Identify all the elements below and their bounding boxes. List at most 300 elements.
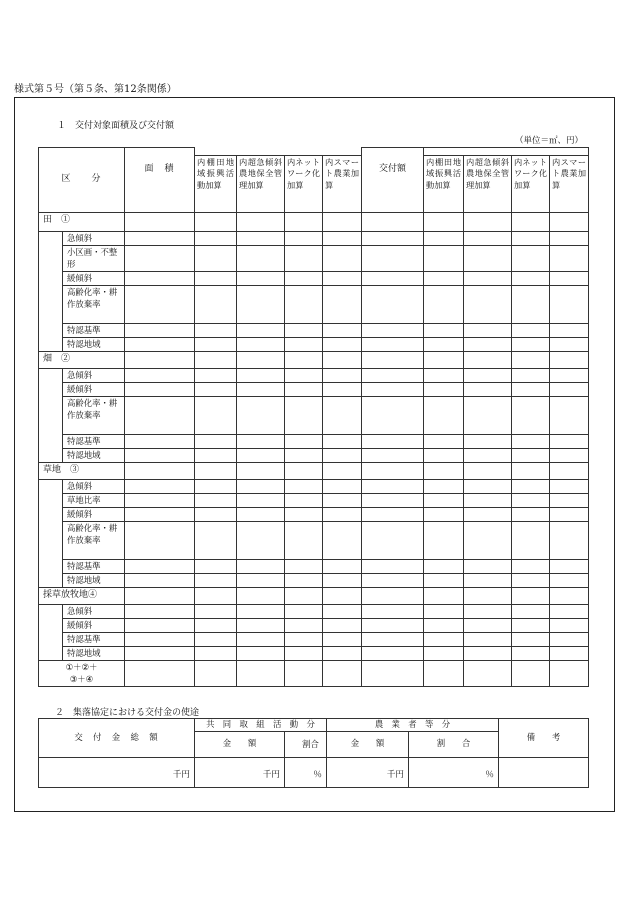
value-cell[interactable] bbox=[362, 213, 424, 232]
value-cell[interactable] bbox=[285, 397, 323, 435]
value-cell[interactable] bbox=[464, 522, 512, 560]
value-cell[interactable] bbox=[512, 588, 550, 605]
value-cell[interactable] bbox=[550, 232, 589, 246]
value-cell[interactable] bbox=[362, 647, 424, 661]
value-cell[interactable] bbox=[323, 338, 362, 352]
value-cell[interactable] bbox=[323, 508, 362, 522]
value-cell[interactable] bbox=[424, 232, 464, 246]
value-cell[interactable] bbox=[195, 324, 237, 338]
value-cell[interactable] bbox=[424, 338, 464, 352]
value-cell[interactable] bbox=[237, 588, 285, 605]
value-cell[interactable] bbox=[362, 494, 424, 508]
value-cell[interactable] bbox=[550, 661, 589, 687]
value-cell[interactable] bbox=[195, 435, 237, 449]
value-cell[interactable] bbox=[125, 369, 195, 383]
value-cell[interactable] bbox=[550, 619, 589, 633]
value-cell[interactable] bbox=[237, 647, 285, 661]
value-cell[interactable] bbox=[550, 605, 589, 619]
value-cell[interactable] bbox=[512, 383, 550, 397]
value-cell[interactable] bbox=[424, 480, 464, 494]
value-biko bbox=[499, 757, 589, 787]
value-cell[interactable] bbox=[195, 338, 237, 352]
value-cell[interactable] bbox=[512, 605, 550, 619]
value-cell[interactable] bbox=[195, 661, 237, 687]
value-cell[interactable] bbox=[237, 449, 285, 463]
value-cell[interactable] bbox=[550, 286, 589, 324]
value-cell[interactable] bbox=[464, 369, 512, 383]
value-cell[interactable] bbox=[323, 522, 362, 560]
value-cell[interactable] bbox=[237, 619, 285, 633]
value-cell[interactable] bbox=[125, 588, 195, 605]
value-cell[interactable] bbox=[464, 619, 512, 633]
value-cell[interactable] bbox=[512, 213, 550, 232]
value-cell[interactable] bbox=[285, 338, 323, 352]
value-cell[interactable] bbox=[512, 463, 550, 480]
value-cell[interactable] bbox=[464, 588, 512, 605]
value-cell[interactable] bbox=[424, 352, 464, 369]
value-cell[interactable] bbox=[323, 272, 362, 286]
value-cell[interactable] bbox=[464, 463, 512, 480]
value-cell[interactable] bbox=[550, 383, 589, 397]
value-cell[interactable] bbox=[550, 324, 589, 338]
value-cell[interactable] bbox=[285, 480, 323, 494]
value-cell[interactable] bbox=[424, 508, 464, 522]
value-cell[interactable] bbox=[237, 246, 285, 272]
value-cell[interactable] bbox=[125, 647, 195, 661]
value-cell[interactable] bbox=[512, 449, 550, 463]
value-cell[interactable] bbox=[362, 397, 424, 435]
value-cell[interactable] bbox=[424, 522, 464, 560]
value-cell[interactable] bbox=[362, 383, 424, 397]
value-cell[interactable] bbox=[195, 605, 237, 619]
header-sub-network-2: 内ネットワーク化加算 bbox=[512, 156, 550, 213]
area-amount-table bbox=[38, 147, 589, 687]
value-cell[interactable] bbox=[550, 369, 589, 383]
value-cell[interactable] bbox=[285, 213, 323, 232]
value-cell[interactable] bbox=[237, 633, 285, 647]
value-cell[interactable] bbox=[464, 574, 512, 588]
value-cell[interactable] bbox=[424, 588, 464, 605]
value-cell[interactable] bbox=[550, 352, 589, 369]
value-cell[interactable] bbox=[323, 588, 362, 605]
value-cell[interactable] bbox=[512, 397, 550, 435]
value-cell[interactable] bbox=[362, 232, 424, 246]
value-cell[interactable] bbox=[125, 272, 195, 286]
value-cell[interactable] bbox=[550, 480, 589, 494]
value-cell[interactable] bbox=[237, 560, 285, 574]
value-cell[interactable] bbox=[550, 338, 589, 352]
table-row bbox=[39, 286, 589, 324]
value-cell[interactable] bbox=[512, 480, 550, 494]
value-cell[interactable] bbox=[512, 246, 550, 272]
table-row bbox=[39, 560, 589, 574]
value-cell[interactable] bbox=[285, 560, 323, 574]
value-cell[interactable] bbox=[125, 435, 195, 449]
value-cell[interactable] bbox=[285, 508, 323, 522]
value-cell[interactable] bbox=[424, 272, 464, 286]
value-cell[interactable] bbox=[237, 338, 285, 352]
value-cell[interactable] bbox=[195, 508, 237, 522]
value-cell[interactable] bbox=[195, 352, 237, 369]
subcategory-label: 急傾斜 bbox=[63, 480, 125, 494]
value-cell[interactable] bbox=[125, 286, 195, 324]
value-cell[interactable] bbox=[424, 397, 464, 435]
unit-label: （単位＝㎡、円） bbox=[514, 136, 583, 146]
value-cell[interactable] bbox=[323, 286, 362, 324]
value-cell[interactable] bbox=[550, 397, 589, 435]
table-row bbox=[39, 494, 589, 508]
value-cell[interactable] bbox=[195, 232, 237, 246]
value-cell[interactable] bbox=[323, 435, 362, 449]
value-cell[interactable] bbox=[512, 619, 550, 633]
value-cell[interactable] bbox=[424, 605, 464, 619]
value-cell[interactable] bbox=[362, 619, 424, 633]
value-cell[interactable] bbox=[424, 661, 464, 687]
value-kyodo-wariai: ％ bbox=[285, 757, 327, 787]
value-cell[interactable] bbox=[125, 463, 195, 480]
value-cell[interactable] bbox=[464, 435, 512, 449]
value-cell[interactable] bbox=[195, 397, 237, 435]
value-cell[interactable] bbox=[464, 397, 512, 435]
value-cell[interactable] bbox=[125, 480, 195, 494]
header-nogyosha: 農 業 者 等 分 bbox=[327, 719, 499, 732]
value-cell[interactable] bbox=[362, 605, 424, 619]
value-cell[interactable] bbox=[237, 463, 285, 480]
value-cell[interactable] bbox=[362, 286, 424, 324]
value-cell[interactable] bbox=[424, 560, 464, 574]
subcategory-label: 特認地域 bbox=[63, 647, 125, 661]
value-cell[interactable] bbox=[195, 619, 237, 633]
value-cell[interactable] bbox=[195, 246, 237, 272]
value-cell[interactable] bbox=[362, 246, 424, 272]
value-cell[interactable] bbox=[323, 449, 362, 463]
value-cell[interactable] bbox=[550, 435, 589, 449]
usage-table bbox=[38, 718, 589, 788]
value-cell[interactable] bbox=[285, 661, 323, 687]
value-cell[interactable] bbox=[195, 286, 237, 324]
value-cell[interactable] bbox=[323, 619, 362, 633]
value-cell[interactable] bbox=[125, 213, 195, 232]
value-cell[interactable] bbox=[512, 647, 550, 661]
table-row bbox=[39, 449, 589, 463]
value-cell[interactable] bbox=[550, 508, 589, 522]
value-cell[interactable] bbox=[195, 449, 237, 463]
value-cell[interactable] bbox=[464, 560, 512, 574]
value-cell[interactable] bbox=[512, 494, 550, 508]
value-cell[interactable] bbox=[424, 494, 464, 508]
value-cell[interactable] bbox=[464, 232, 512, 246]
value-cell[interactable] bbox=[125, 232, 195, 246]
value-cell[interactable] bbox=[125, 338, 195, 352]
value-cell[interactable] bbox=[195, 494, 237, 508]
value-cell[interactable] bbox=[464, 383, 512, 397]
value-cell[interactable] bbox=[323, 246, 362, 272]
value-cell[interactable] bbox=[550, 588, 589, 605]
value-cell[interactable] bbox=[424, 324, 464, 338]
value-cell[interactable] bbox=[512, 272, 550, 286]
value-cell[interactable] bbox=[237, 605, 285, 619]
value-cell[interactable] bbox=[285, 286, 323, 324]
value-cell[interactable] bbox=[237, 213, 285, 232]
value-cell[interactable] bbox=[362, 588, 424, 605]
value-cell[interactable] bbox=[424, 383, 464, 397]
value-cell[interactable] bbox=[323, 369, 362, 383]
value-cell[interactable] bbox=[195, 574, 237, 588]
value-cell[interactable] bbox=[512, 508, 550, 522]
value-cell[interactable] bbox=[464, 633, 512, 647]
value-cell[interactable] bbox=[285, 449, 323, 463]
header-sub-smart-1: 内スマート農業加算 bbox=[323, 156, 362, 213]
value-cell[interactable] bbox=[323, 480, 362, 494]
value-cell[interactable] bbox=[125, 605, 195, 619]
table-row bbox=[39, 232, 589, 246]
value-cell[interactable] bbox=[464, 272, 512, 286]
value-cell[interactable] bbox=[550, 463, 589, 480]
value-cell[interactable] bbox=[424, 369, 464, 383]
value-cell[interactable] bbox=[125, 560, 195, 574]
value-cell[interactable] bbox=[550, 246, 589, 272]
header-sub-tanada-2: 内棚田地域振興活動加算 bbox=[424, 156, 464, 213]
value-cell[interactable] bbox=[237, 522, 285, 560]
value-cell[interactable] bbox=[424, 619, 464, 633]
value-cell[interactable] bbox=[323, 494, 362, 508]
value-cell[interactable] bbox=[424, 463, 464, 480]
value-cell[interactable] bbox=[362, 574, 424, 588]
value-cell[interactable] bbox=[424, 213, 464, 232]
subcategory-label: 小区画・不整形 bbox=[63, 246, 125, 272]
value-cell[interactable] bbox=[424, 449, 464, 463]
value-cell[interactable] bbox=[512, 574, 550, 588]
value-cell[interactable] bbox=[195, 463, 237, 480]
value-cell[interactable] bbox=[550, 574, 589, 588]
category-label: 採草放牧地④ bbox=[39, 588, 125, 605]
value-cell[interactable] bbox=[125, 508, 195, 522]
value-cell[interactable] bbox=[237, 574, 285, 588]
value-cell[interactable] bbox=[285, 324, 323, 338]
table-row bbox=[39, 588, 589, 605]
header-nogyosha-kingaku: 金 額 bbox=[327, 731, 409, 757]
value-cell[interactable] bbox=[285, 369, 323, 383]
value-cell[interactable] bbox=[323, 383, 362, 397]
value-cell[interactable] bbox=[285, 619, 323, 633]
value-cell[interactable] bbox=[195, 647, 237, 661]
value-cell[interactable] bbox=[323, 397, 362, 435]
value-cell[interactable] bbox=[195, 213, 237, 232]
value-cell[interactable] bbox=[237, 272, 285, 286]
value-cell[interactable] bbox=[362, 463, 424, 480]
value-cell[interactable] bbox=[323, 463, 362, 480]
value-cell[interactable] bbox=[362, 449, 424, 463]
value-cell[interactable] bbox=[125, 383, 195, 397]
subcategory-label: 特認地域 bbox=[63, 574, 125, 588]
value-cell[interactable] bbox=[195, 522, 237, 560]
value-cell[interactable] bbox=[464, 286, 512, 324]
value-cell[interactable] bbox=[512, 286, 550, 324]
value-cell[interactable] bbox=[464, 605, 512, 619]
value-cell[interactable] bbox=[464, 213, 512, 232]
value-cell[interactable] bbox=[285, 633, 323, 647]
table-row bbox=[39, 661, 589, 687]
value-cell[interactable] bbox=[464, 480, 512, 494]
value-cell[interactable] bbox=[512, 560, 550, 574]
value-cell[interactable] bbox=[237, 232, 285, 246]
value-cell[interactable] bbox=[323, 647, 362, 661]
value-cell[interactable] bbox=[323, 232, 362, 246]
value-cell[interactable] bbox=[195, 560, 237, 574]
value-cell[interactable] bbox=[195, 633, 237, 647]
table-row bbox=[39, 272, 589, 286]
table-row bbox=[39, 338, 589, 352]
value-cell[interactable] bbox=[125, 633, 195, 647]
value-cell[interactable] bbox=[237, 324, 285, 338]
value-cell[interactable] bbox=[237, 480, 285, 494]
value-cell[interactable] bbox=[323, 661, 362, 687]
value-cell[interactable] bbox=[285, 463, 323, 480]
value-cell[interactable] bbox=[195, 383, 237, 397]
value-cell[interactable] bbox=[424, 286, 464, 324]
value-cell[interactable] bbox=[464, 494, 512, 508]
value-cell[interactable] bbox=[285, 647, 323, 661]
value-cell[interactable] bbox=[285, 435, 323, 449]
value-cell[interactable] bbox=[195, 480, 237, 494]
value-cell[interactable] bbox=[424, 246, 464, 272]
value-cell[interactable] bbox=[323, 324, 362, 338]
value-cell[interactable] bbox=[424, 435, 464, 449]
value-cell[interactable] bbox=[285, 352, 323, 369]
subcategory-label: 急傾斜 bbox=[63, 369, 125, 383]
value-cell[interactable] bbox=[424, 647, 464, 661]
value-cell[interactable] bbox=[550, 560, 589, 574]
section1-title: １ 交付対象面積及び交付額 bbox=[57, 121, 175, 131]
value-cell[interactable] bbox=[512, 633, 550, 647]
value-cell[interactable] bbox=[464, 352, 512, 369]
value-cell[interactable] bbox=[323, 213, 362, 232]
value-cell[interactable] bbox=[362, 522, 424, 560]
table-row bbox=[39, 463, 589, 480]
subcategory-label: 特認地域 bbox=[63, 338, 125, 352]
value-cell[interactable] bbox=[125, 352, 195, 369]
value-cell[interactable] bbox=[125, 449, 195, 463]
section2-title: ２ 集落協定における交付金の使途 bbox=[55, 708, 200, 718]
value-cell[interactable] bbox=[125, 397, 195, 435]
indent-cell bbox=[39, 369, 63, 463]
value-cell[interactable] bbox=[512, 232, 550, 246]
value-cell[interactable] bbox=[362, 633, 424, 647]
value-cell[interactable] bbox=[285, 522, 323, 560]
value-cell[interactable] bbox=[464, 449, 512, 463]
header-sub-smart-2: 内スマート農業加算 bbox=[550, 156, 589, 213]
value-cell[interactable] bbox=[464, 661, 512, 687]
value-cell[interactable] bbox=[323, 633, 362, 647]
value-cell[interactable] bbox=[285, 272, 323, 286]
value-cell[interactable] bbox=[285, 605, 323, 619]
value-cell[interactable] bbox=[323, 352, 362, 369]
value-cell[interactable] bbox=[323, 574, 362, 588]
value-cell[interactable] bbox=[125, 661, 195, 687]
value-cell[interactable] bbox=[512, 435, 550, 449]
value-cell[interactable] bbox=[512, 369, 550, 383]
value-cell[interactable] bbox=[323, 560, 362, 574]
value-cell[interactable] bbox=[237, 286, 285, 324]
value-cell[interactable] bbox=[237, 369, 285, 383]
subcategory-label: 緩傾斜 bbox=[63, 272, 125, 286]
value-cell[interactable] bbox=[464, 508, 512, 522]
subcategory-label: 急傾斜 bbox=[63, 605, 125, 619]
value-cell[interactable] bbox=[237, 383, 285, 397]
value-cell[interactable] bbox=[550, 494, 589, 508]
subcategory-label: 緩傾斜 bbox=[63, 619, 125, 633]
value-cell[interactable] bbox=[550, 213, 589, 232]
value-cell[interactable] bbox=[237, 352, 285, 369]
value-cell[interactable] bbox=[550, 647, 589, 661]
value-cell[interactable] bbox=[285, 588, 323, 605]
value-cell[interactable] bbox=[285, 246, 323, 272]
total-label: ①＋②＋ ③＋④ bbox=[39, 661, 125, 687]
value-cell[interactable] bbox=[125, 494, 195, 508]
value-nogyosha-kingaku: 千円 bbox=[327, 757, 409, 787]
value-cell[interactable] bbox=[362, 338, 424, 352]
value-cell[interactable] bbox=[237, 435, 285, 449]
value-cell[interactable] bbox=[464, 338, 512, 352]
value-cell[interactable] bbox=[550, 522, 589, 560]
value-cell[interactable] bbox=[285, 574, 323, 588]
value-cell[interactable] bbox=[550, 449, 589, 463]
value-cell[interactable] bbox=[424, 574, 464, 588]
value-cell[interactable] bbox=[550, 633, 589, 647]
value-cell[interactable] bbox=[512, 324, 550, 338]
value-cell[interactable] bbox=[512, 352, 550, 369]
value-cell[interactable] bbox=[362, 508, 424, 522]
value-cell[interactable] bbox=[424, 633, 464, 647]
value-cell[interactable] bbox=[550, 272, 589, 286]
value-cell[interactable] bbox=[195, 272, 237, 286]
value-cell[interactable] bbox=[285, 232, 323, 246]
value-cell[interactable] bbox=[237, 397, 285, 435]
value-cell[interactable] bbox=[237, 661, 285, 687]
value-cell[interactable] bbox=[362, 560, 424, 574]
value-cell[interactable] bbox=[362, 272, 424, 286]
value-cell[interactable] bbox=[362, 480, 424, 494]
value-cell[interactable] bbox=[125, 246, 195, 272]
value-cell[interactable] bbox=[362, 352, 424, 369]
value-cell[interactable] bbox=[512, 338, 550, 352]
value-cell[interactable] bbox=[362, 661, 424, 687]
value-cell[interactable] bbox=[464, 246, 512, 272]
subcategory-label: 高齢化率・耕作放棄率 bbox=[63, 397, 125, 435]
subcategory-label: 高齢化率・耕作放棄率 bbox=[63, 286, 125, 324]
value-cell[interactable] bbox=[512, 522, 550, 560]
value-cell[interactable] bbox=[285, 494, 323, 508]
value-cell[interactable] bbox=[464, 647, 512, 661]
value-cell[interactable] bbox=[195, 369, 237, 383]
subcategory-label: 高齢化率・耕作放棄率 bbox=[63, 522, 125, 560]
value-cell[interactable] bbox=[237, 494, 285, 508]
value-cell[interactable] bbox=[362, 435, 424, 449]
value-cell[interactable] bbox=[125, 574, 195, 588]
value-cell[interactable] bbox=[512, 661, 550, 687]
value-cell[interactable] bbox=[125, 324, 195, 338]
value-cell[interactable] bbox=[362, 369, 424, 383]
value-cell[interactable] bbox=[195, 588, 237, 605]
value-cell[interactable] bbox=[285, 383, 323, 397]
value-cell[interactable] bbox=[125, 619, 195, 633]
value-cell[interactable] bbox=[125, 522, 195, 560]
value-cell[interactable] bbox=[464, 324, 512, 338]
header-spacer-2 bbox=[424, 148, 589, 156]
value-cell[interactable] bbox=[323, 605, 362, 619]
value-cell[interactable] bbox=[237, 508, 285, 522]
value-cell[interactable] bbox=[362, 324, 424, 338]
